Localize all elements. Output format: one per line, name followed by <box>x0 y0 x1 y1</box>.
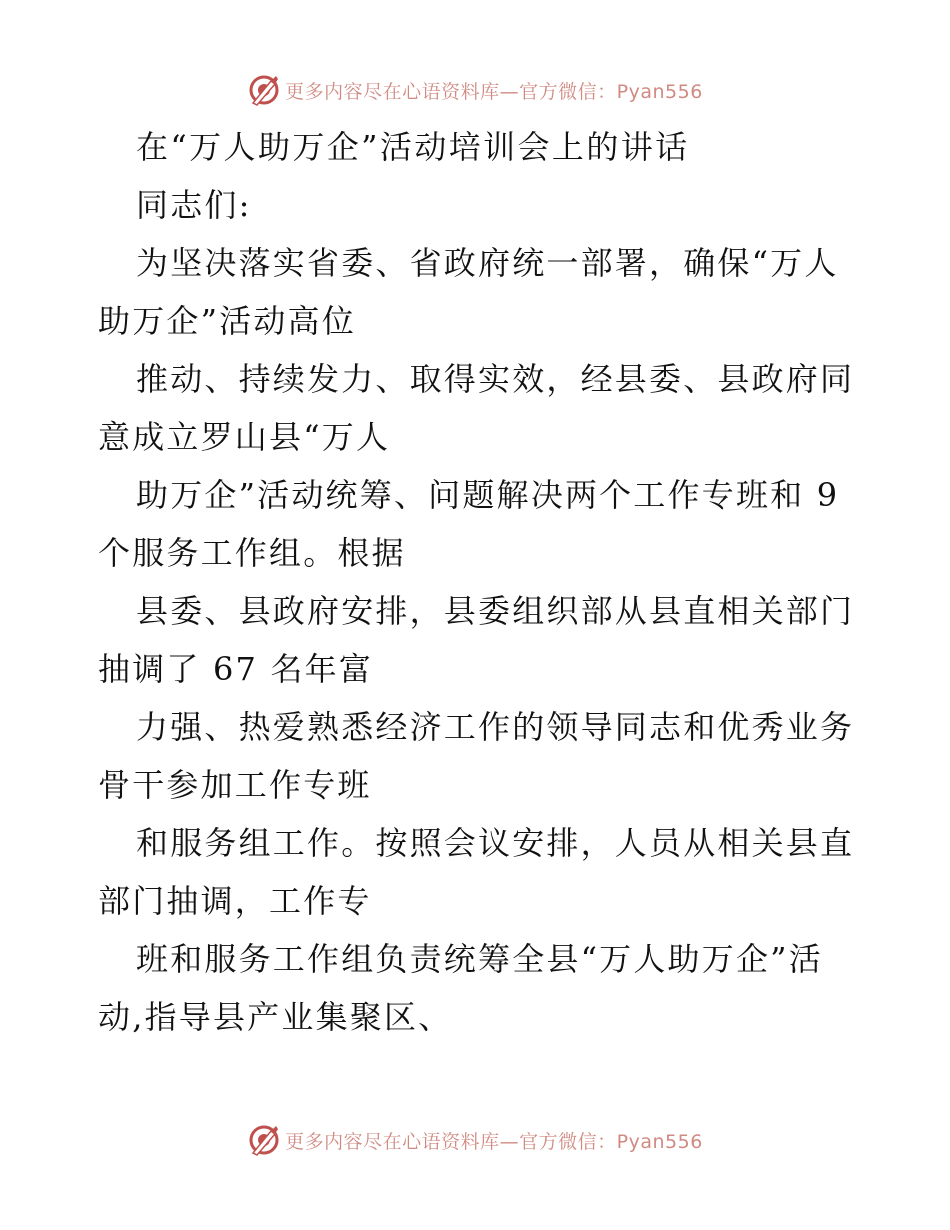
paragraph-line: 骨干参加工作专班 <box>98 766 372 804</box>
paragraph-line: 意成立罗山县“万人 <box>98 418 391 456</box>
paragraph-line: 县委、县政府安排，县委组织部从县直相关部门 <box>136 592 855 630</box>
pen-in-circle-icon <box>247 1123 281 1157</box>
watermark-text: 更多内容尽在心语资料库—官方微信：Pyan556 <box>285 1130 703 1153</box>
paragraph-line: 助万企”活动统筹、问题解决两个工作专班和 9 <box>136 476 840 514</box>
paragraph-line: 个服务工作组。根据 <box>98 534 406 572</box>
paragraph-line: 助万企”活动高位 <box>98 302 356 340</box>
header-watermark <box>0 70 950 110</box>
footer-watermark <box>0 1120 950 1160</box>
paragraph-line: 和服务组工作。按照会议安排，人员从相关县直 <box>136 824 855 862</box>
document-title: 在“万人助万企”活动培训会上的讲话 <box>136 128 690 166</box>
paragraph-line: 力强、热爱熟悉经济工作的领导同志和优秀业务 <box>136 708 855 746</box>
paragraph-line: 同志们: <box>136 186 252 224</box>
paragraph-line: 部门抽调，工作专 <box>98 882 372 920</box>
paragraph-line: 班和服务工作组负责统筹全县“万人助万企”活 <box>136 940 823 978</box>
paragraph-line: 为坚决落实省委、省政府统一部署，确保“万人 <box>136 244 839 282</box>
document-body <box>98 118 858 1046</box>
paragraph-line: 动,指导县产业集聚区、 <box>98 998 453 1036</box>
paragraph-line: 抽调了 67 名年富 <box>98 650 374 688</box>
pen-in-circle-icon <box>247 73 281 107</box>
watermark-text: 更多内容尽在心语资料库—官方微信：Pyan556 <box>285 80 703 103</box>
paragraph-line: 推动、持续发力、取得实效，经县委、县政府同 <box>136 360 855 398</box>
